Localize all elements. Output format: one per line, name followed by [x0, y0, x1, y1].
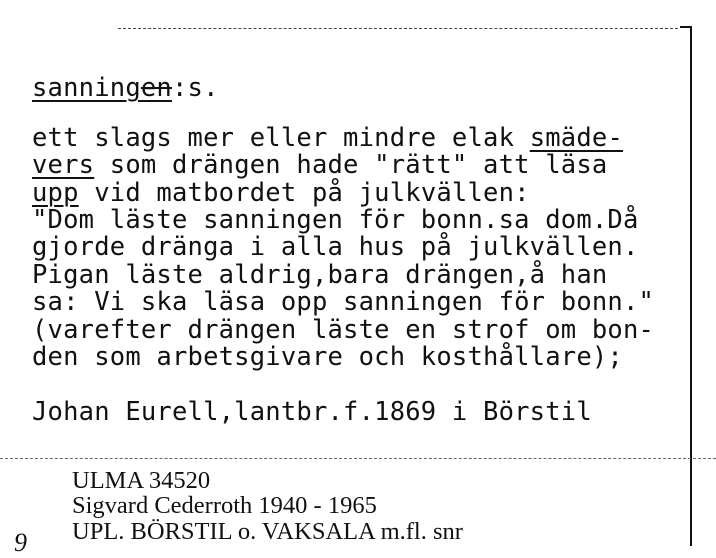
- body-line-ul: smäde-: [529, 123, 624, 153]
- body-line-pre: (varefter drängen läste en strof om bon-: [32, 315, 655, 345]
- footer-separator: [0, 458, 716, 459]
- body-line: [32, 179, 530, 207]
- informant-line: Johan Eurell,lantbr.f.1869 i Börstil: [32, 397, 592, 427]
- body-line: [32, 233, 639, 261]
- page-mark: 9: [14, 528, 27, 557]
- body-line-pre: "Dom läste sanningen för bonn.sa dom.Då: [32, 205, 639, 235]
- body-line: [32, 151, 607, 179]
- body-line: [32, 288, 654, 316]
- body-line: [32, 261, 607, 289]
- body-line: [32, 343, 623, 371]
- heading: [32, 74, 219, 102]
- heading-struck: en: [140, 73, 172, 103]
- body-line-pre: ett slags mer eller mindre elak: [32, 123, 530, 153]
- body-line-post: vid matbordet på julkvällen:: [78, 178, 530, 208]
- heading-word: sanning: [32, 73, 141, 103]
- body-line-pre: gjorde dränga i alla hus på julkvällen.: [32, 232, 639, 262]
- card-right-edge: [690, 26, 692, 546]
- top-dashed-line: [118, 28, 678, 29]
- location-line: UPL. BÖRSTIL o. VAKSALA m.fl. snr: [72, 518, 463, 545]
- body-line: [32, 124, 623, 152]
- collector-line: Sigvard Cederroth 1940 - 1965: [72, 492, 377, 519]
- body-line: [32, 206, 639, 234]
- body-line-pre: den som arbetsgivare och kosthållare);: [32, 342, 623, 372]
- body-line-pre: sa: Vi ska läsa opp sanningen för bonn.": [32, 287, 655, 317]
- body-line-ul: upp: [32, 178, 79, 208]
- archive-number: ULMA 34520: [72, 467, 211, 494]
- body-line: [32, 316, 654, 344]
- body-line-post: som drängen hade "rätt" att läsa: [94, 150, 608, 180]
- heading-suffix: :s.: [171, 73, 219, 103]
- body-line-ul: vers: [32, 150, 95, 180]
- body-line-pre: Pigan läste aldrig,bara drängen,å han: [32, 260, 608, 290]
